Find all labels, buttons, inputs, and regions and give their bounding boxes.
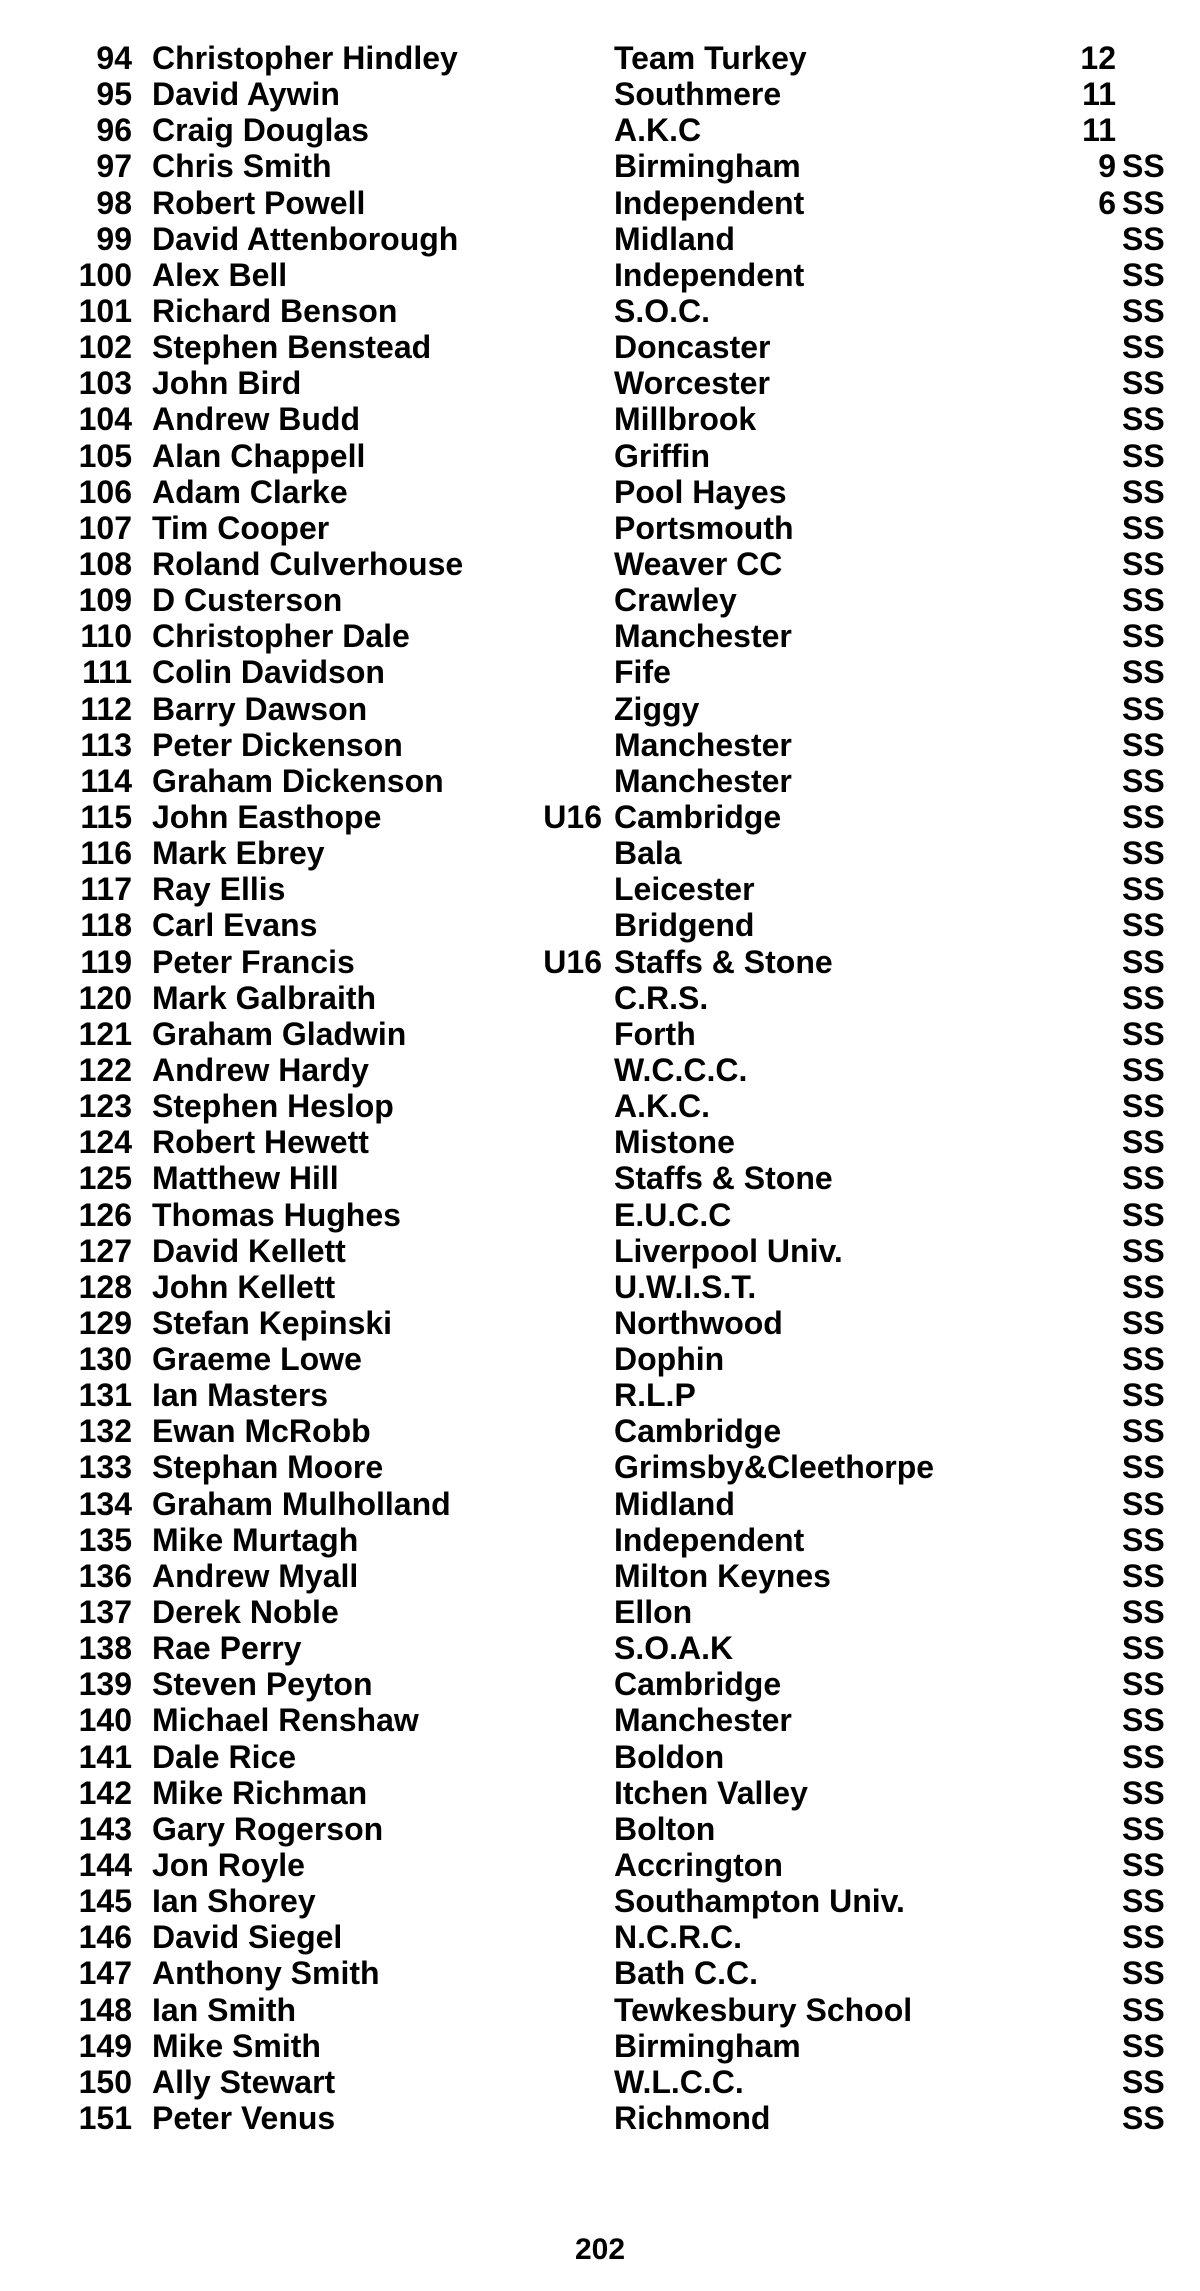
results-list xyxy=(40,40,1165,2137)
result-rank: 96 xyxy=(96,112,132,149)
result-name: Mike Smith xyxy=(152,2027,321,2064)
result-name: Peter Dickenson xyxy=(152,726,403,763)
result-club: Portsmouth xyxy=(614,509,794,546)
result-club: Midland xyxy=(614,1485,735,1522)
result-row xyxy=(40,871,1165,908)
result-club: Staffs & Stone xyxy=(614,943,833,980)
result-rank: 141 xyxy=(78,1738,132,1775)
result-name: Jon Royle xyxy=(152,1847,305,1884)
result-row xyxy=(40,1015,1165,1052)
result-status: SS xyxy=(1122,1702,1165,1739)
result-name: Ian Shorey xyxy=(152,1883,316,1920)
result-status: SS xyxy=(1122,509,1165,546)
result-club: Dophin xyxy=(614,1341,725,1378)
result-name: Christopher Hindley xyxy=(152,40,458,76)
result-row xyxy=(40,1413,1165,1450)
result-name: Richard Benson xyxy=(152,292,398,329)
result-status: SS xyxy=(1122,943,1165,980)
result-row xyxy=(40,256,1165,293)
result-row xyxy=(40,1160,1165,1197)
result-status: SS xyxy=(1122,1196,1165,1233)
result-status: SS xyxy=(1122,835,1165,872)
result-status: SS xyxy=(1122,726,1165,763)
result-row xyxy=(40,76,1160,112)
result-name: David Kellett xyxy=(152,1232,346,1269)
result-status: SS xyxy=(1122,1521,1165,1558)
result-club: Bridgend xyxy=(614,907,755,944)
result-rank: 121 xyxy=(78,1015,132,1052)
result-row xyxy=(40,1557,1165,1594)
result-status: SS xyxy=(1122,798,1165,835)
result-club: Manchester xyxy=(614,618,792,655)
result-row xyxy=(40,112,1160,148)
result-name: Adam Clarke xyxy=(152,473,348,510)
result-club: Cambridge xyxy=(614,1413,782,1450)
result-rank: 137 xyxy=(78,1594,132,1631)
result-name: Graham Gladwin xyxy=(152,1015,407,1052)
result-rank: 120 xyxy=(78,979,132,1016)
result-club: Liverpool Univ. xyxy=(614,1232,843,1269)
result-row xyxy=(40,1124,1165,1161)
result-row xyxy=(40,2100,1165,2137)
result-name: Tim Cooper xyxy=(152,509,330,546)
result-club: Manchester xyxy=(614,762,792,799)
result-row xyxy=(40,1341,1165,1378)
result-name: D Custerson xyxy=(152,582,343,619)
result-rank: 109 xyxy=(78,582,132,619)
result-row xyxy=(40,654,1165,691)
result-club: Weaver CC xyxy=(614,545,783,582)
result-status: SS xyxy=(1122,2027,1165,2064)
result-row xyxy=(40,1232,1165,1269)
result-rank: 148 xyxy=(78,1991,132,2028)
result-rank: 105 xyxy=(78,437,132,474)
result-row xyxy=(40,943,1165,980)
result-status: SS xyxy=(1122,1666,1165,1703)
result-rank: 135 xyxy=(78,1521,132,1558)
result-rank: 127 xyxy=(78,1232,132,1269)
result-row xyxy=(40,545,1165,582)
result-row xyxy=(40,1521,1165,1558)
result-status: SS xyxy=(1122,148,1165,185)
result-name: Dale Rice xyxy=(152,1738,297,1775)
result-row xyxy=(40,1919,1165,1956)
result-status: SS xyxy=(1122,654,1165,691)
result-name: Ewan McRobb xyxy=(152,1413,371,1450)
result-name: Roland Culverhouse xyxy=(152,545,464,582)
result-club: W.L.C.C. xyxy=(614,2063,744,2100)
result-name: Ally Stewart xyxy=(152,2063,336,2100)
result-rank: 113 xyxy=(80,726,132,763)
result-row xyxy=(40,40,1160,76)
result-category: U16 xyxy=(543,943,602,980)
result-name: Thomas Hughes xyxy=(152,1196,401,1233)
result-status: SS xyxy=(1122,1160,1165,1197)
result-status: SS xyxy=(1122,1088,1165,1125)
result-name: Mark Galbraith xyxy=(152,979,377,1016)
result-club: Crawley xyxy=(614,582,737,619)
result-name: Andrew Myall xyxy=(152,1557,359,1594)
result-rank: 98 xyxy=(96,184,132,221)
result-row xyxy=(40,1051,1165,1088)
result-club: Manchester xyxy=(614,726,792,763)
result-club: U.W.I.S.T. xyxy=(614,1268,757,1305)
result-club: Ellon xyxy=(614,1594,693,1631)
result-rank: 112 xyxy=(80,690,132,727)
result-row xyxy=(40,2027,1165,2064)
result-rank: 97 xyxy=(96,148,132,185)
result-row xyxy=(40,835,1165,872)
result-rank: 119 xyxy=(80,943,132,980)
result-club: A.K.C. xyxy=(614,1088,710,1125)
result-status: SS xyxy=(1122,1232,1165,1269)
result-status: SS xyxy=(1122,2063,1165,2100)
result-row xyxy=(40,401,1165,438)
result-row xyxy=(40,329,1165,366)
result-club: Cambridge xyxy=(614,1666,782,1703)
result-status: SS xyxy=(1122,1955,1165,1992)
result-name: Mike Murtagh xyxy=(152,1521,359,1558)
result-row xyxy=(40,1883,1165,1920)
result-rank: 130 xyxy=(78,1341,132,1378)
result-score: 9 xyxy=(1098,148,1116,185)
result-score: 12 xyxy=(1080,40,1116,76)
result-club: Birmingham xyxy=(614,148,801,185)
result-name: Andrew Budd xyxy=(152,401,360,438)
result-row xyxy=(40,365,1165,402)
result-club: Doncaster xyxy=(614,329,771,366)
result-club: Leicester xyxy=(614,871,755,908)
result-status: SS xyxy=(1122,582,1165,619)
result-club: Griffin xyxy=(614,437,710,474)
result-rank: 126 xyxy=(78,1196,132,1233)
result-status: SS xyxy=(1122,1304,1165,1341)
result-rank: 143 xyxy=(78,1810,132,1847)
result-rank: 102 xyxy=(78,329,132,366)
result-rank: 106 xyxy=(78,473,132,510)
result-status: SS xyxy=(1122,907,1165,944)
result-name: Graeme Lowe xyxy=(152,1341,362,1378)
result-rank: 146 xyxy=(78,1919,132,1956)
result-row xyxy=(40,762,1165,799)
result-club: W.C.C.C. xyxy=(614,1051,748,1088)
result-row xyxy=(40,1449,1165,1486)
result-name: Ray Ellis xyxy=(152,871,286,908)
result-name: David Aywin xyxy=(152,76,340,113)
result-name: Chris Smith xyxy=(152,148,332,185)
result-rank: 94 xyxy=(96,40,132,76)
result-rank: 132 xyxy=(78,1413,132,1450)
result-rank: 145 xyxy=(78,1883,132,1920)
result-rank: 150 xyxy=(78,2063,132,2100)
result-row xyxy=(40,1666,1165,1703)
result-status: SS xyxy=(1122,1341,1165,1378)
result-club: Millbrook xyxy=(614,401,757,438)
result-status: SS xyxy=(1122,1449,1165,1486)
result-rank: 128 xyxy=(78,1268,132,1305)
result-row xyxy=(40,473,1165,510)
result-club: C.R.S. xyxy=(614,979,709,1016)
result-name: Gary Rogerson xyxy=(152,1810,384,1847)
result-club: S.O.C. xyxy=(614,292,711,329)
result-score: 6 xyxy=(1098,184,1116,221)
result-club: E.U.C.C xyxy=(614,1196,732,1233)
result-club: Bala xyxy=(614,835,682,872)
result-name: Peter Venus xyxy=(152,2100,336,2137)
result-row xyxy=(40,2063,1165,2100)
result-name: Anthony Smith xyxy=(152,1955,380,1992)
result-name: Stephen Benstead xyxy=(152,329,432,366)
result-status: SS xyxy=(1122,1377,1165,1414)
result-rank: 116 xyxy=(80,835,132,872)
result-rank: 124 xyxy=(78,1124,132,1161)
result-name: Craig Douglas xyxy=(152,112,369,149)
result-club: R.L.P xyxy=(614,1377,696,1414)
result-name: Alan Chappell xyxy=(152,437,366,474)
result-name: Robert Powell xyxy=(152,184,366,221)
result-rank: 140 xyxy=(78,1702,132,1739)
result-status: SS xyxy=(1122,1051,1165,1088)
result-name: Ian Smith xyxy=(152,1991,297,2028)
result-row xyxy=(40,618,1165,655)
result-status: SS xyxy=(1122,1919,1165,1956)
result-row xyxy=(40,1738,1165,1775)
result-rank: 144 xyxy=(78,1847,132,1884)
result-club: Birmingham xyxy=(614,2027,801,2064)
result-name: Christopher Dale xyxy=(152,618,410,655)
result-row xyxy=(40,1304,1165,1341)
result-club: Independent xyxy=(614,256,805,293)
result-name: Ian Masters xyxy=(152,1377,329,1414)
result-name: David Attenborough xyxy=(152,220,459,257)
result-status: SS xyxy=(1122,1413,1165,1450)
result-rank: 149 xyxy=(78,2027,132,2064)
result-row xyxy=(40,1594,1165,1631)
result-club: Bolton xyxy=(614,1810,716,1847)
result-row xyxy=(40,1847,1165,1884)
result-status: SS xyxy=(1122,979,1165,1016)
result-name: David Siegel xyxy=(152,1919,343,1956)
result-score: 11 xyxy=(1082,76,1116,113)
result-rank: 151 xyxy=(78,2100,132,2137)
result-status: SS xyxy=(1122,618,1165,655)
result-row xyxy=(40,798,1165,835)
result-club: Pool Hayes xyxy=(614,473,787,510)
result-club: Worcester xyxy=(614,365,770,402)
result-club: Cambridge xyxy=(614,798,782,835)
result-club: Fife xyxy=(614,654,671,691)
result-row xyxy=(40,292,1165,329)
result-rank: 103 xyxy=(78,365,132,402)
result-name: Steven Peyton xyxy=(152,1666,373,1703)
result-status: SS xyxy=(1122,329,1165,366)
result-row xyxy=(40,1485,1165,1522)
result-rank: 108 xyxy=(78,545,132,582)
result-rank: 99 xyxy=(96,220,132,257)
result-status: SS xyxy=(1122,1630,1165,1667)
result-status: SS xyxy=(1122,762,1165,799)
result-club: Northwood xyxy=(614,1304,783,1341)
result-club: Grimsby&Cleethorpe xyxy=(614,1449,935,1486)
result-status: SS xyxy=(1122,365,1165,402)
result-name: Michael Renshaw xyxy=(152,1702,419,1739)
result-club: Southmere xyxy=(614,76,782,113)
result-rank: 133 xyxy=(78,1449,132,1486)
result-name: Stephan Moore xyxy=(152,1449,384,1486)
result-club: Manchester xyxy=(614,1702,792,1739)
result-name: John Bird xyxy=(152,365,302,402)
result-name: John Kellett xyxy=(152,1268,336,1305)
result-name: Matthew Hill xyxy=(152,1160,339,1197)
result-club: Mistone xyxy=(614,1124,735,1161)
result-row xyxy=(40,1702,1165,1739)
result-status: SS xyxy=(1122,1991,1165,2028)
result-name: Derek Noble xyxy=(152,1594,339,1631)
result-status: SS xyxy=(1122,545,1165,582)
result-club: A.K.C xyxy=(614,112,702,149)
result-status: SS xyxy=(1122,2100,1165,2137)
result-rank: 131 xyxy=(78,1377,132,1414)
result-rank: 129 xyxy=(78,1304,132,1341)
page-number: 202 xyxy=(574,2233,626,2266)
result-row xyxy=(40,1955,1165,1992)
result-row xyxy=(40,1088,1165,1125)
result-rank: 104 xyxy=(78,401,132,438)
result-rank: 134 xyxy=(78,1485,132,1522)
result-rank: 138 xyxy=(78,1630,132,1667)
result-row xyxy=(40,726,1165,763)
result-rank: 147 xyxy=(78,1955,132,1992)
result-row xyxy=(40,979,1165,1016)
result-rank: 115 xyxy=(80,798,132,835)
result-row xyxy=(40,1630,1165,1667)
result-name: Barry Dawson xyxy=(152,690,368,727)
result-rank: 101 xyxy=(78,292,132,329)
result-club: Boldon xyxy=(614,1738,725,1775)
result-status: SS xyxy=(1122,1810,1165,1847)
result-club: Independent xyxy=(614,184,805,221)
result-category: U16 xyxy=(543,798,602,835)
result-name: Graham Dickenson xyxy=(152,762,444,799)
result-rank: 100 xyxy=(78,256,132,293)
result-club: Milton Keynes xyxy=(614,1557,831,1594)
result-name: Rae Perry xyxy=(152,1630,302,1667)
result-club: Tewkesbury School xyxy=(614,1991,913,2028)
result-row xyxy=(40,148,1165,185)
result-club: Forth xyxy=(614,1015,696,1052)
result-rank: 136 xyxy=(78,1557,132,1594)
result-name: Alex Bell xyxy=(152,256,288,293)
result-status: SS xyxy=(1122,1124,1165,1161)
result-row xyxy=(40,437,1165,474)
result-row xyxy=(40,1196,1165,1233)
result-club: Richmond xyxy=(614,2100,771,2137)
result-rank: 117 xyxy=(80,871,132,908)
result-status: SS xyxy=(1122,1774,1165,1811)
result-status: SS xyxy=(1122,256,1165,293)
result-name: Mark Ebrey xyxy=(152,835,325,872)
result-status: SS xyxy=(1122,1738,1165,1775)
result-club: S.O.A.K xyxy=(614,1630,734,1667)
result-club: Team Turkey xyxy=(614,40,807,76)
result-club: Itchen Valley xyxy=(614,1774,808,1811)
result-status: SS xyxy=(1122,220,1165,257)
result-name: Mike Richman xyxy=(152,1774,368,1811)
result-row xyxy=(40,907,1165,944)
result-row xyxy=(40,1377,1165,1414)
result-status: SS xyxy=(1122,1485,1165,1522)
result-status: SS xyxy=(1122,1847,1165,1884)
result-status: SS xyxy=(1122,437,1165,474)
result-rank: 123 xyxy=(78,1088,132,1125)
result-club: Bath C.C. xyxy=(614,1955,758,1992)
result-name: John Easthope xyxy=(152,798,382,835)
result-rank: 142 xyxy=(78,1774,132,1811)
result-status: SS xyxy=(1122,1594,1165,1631)
result-name: Andrew Hardy xyxy=(152,1051,369,1088)
result-status: SS xyxy=(1122,292,1165,329)
result-rank: 107 xyxy=(78,509,132,546)
result-rank: 139 xyxy=(78,1666,132,1703)
result-row xyxy=(40,582,1165,619)
result-rank: 125 xyxy=(78,1160,132,1197)
result-club: Independent xyxy=(614,1521,805,1558)
result-status: SS xyxy=(1122,184,1165,221)
result-name: Peter Francis xyxy=(152,943,355,980)
result-status: SS xyxy=(1122,1883,1165,1920)
result-name: Stefan Kepinski xyxy=(152,1304,393,1341)
result-rank: 122 xyxy=(78,1051,132,1088)
result-name: Stephen Heslop xyxy=(152,1088,394,1125)
result-name: Robert Hewett xyxy=(152,1124,369,1161)
result-name: Colin Davidson xyxy=(152,654,385,691)
result-row xyxy=(40,184,1165,221)
result-name: Carl Evans xyxy=(152,907,318,944)
result-club: N.C.R.C. xyxy=(614,1919,742,1956)
result-status: SS xyxy=(1122,1015,1165,1052)
result-club: Southampton Univ. xyxy=(614,1883,905,1920)
result-status: SS xyxy=(1122,690,1165,727)
result-status: SS xyxy=(1122,401,1165,438)
result-rank: 114 xyxy=(80,762,132,799)
result-status: SS xyxy=(1122,1268,1165,1305)
result-name: Graham Mulholland xyxy=(152,1485,451,1522)
result-rank: 110 xyxy=(80,618,132,655)
result-club: Accrington xyxy=(614,1847,783,1884)
result-row xyxy=(40,220,1165,257)
result-status: SS xyxy=(1122,1557,1165,1594)
result-row xyxy=(40,509,1165,546)
result-status: SS xyxy=(1122,473,1165,510)
result-club: Staffs & Stone xyxy=(614,1160,833,1197)
result-score: 11 xyxy=(1082,112,1116,149)
result-rank: 111 xyxy=(82,654,132,691)
result-row xyxy=(40,1991,1165,2028)
result-rank: 95 xyxy=(96,76,132,113)
result-rank: 118 xyxy=(80,907,132,944)
result-row xyxy=(40,1268,1165,1305)
result-club: Ziggy xyxy=(614,690,700,727)
result-row xyxy=(40,1774,1165,1811)
result-row xyxy=(40,690,1165,727)
result-row xyxy=(40,1810,1165,1847)
result-club: Midland xyxy=(614,220,735,257)
result-status: SS xyxy=(1122,871,1165,908)
